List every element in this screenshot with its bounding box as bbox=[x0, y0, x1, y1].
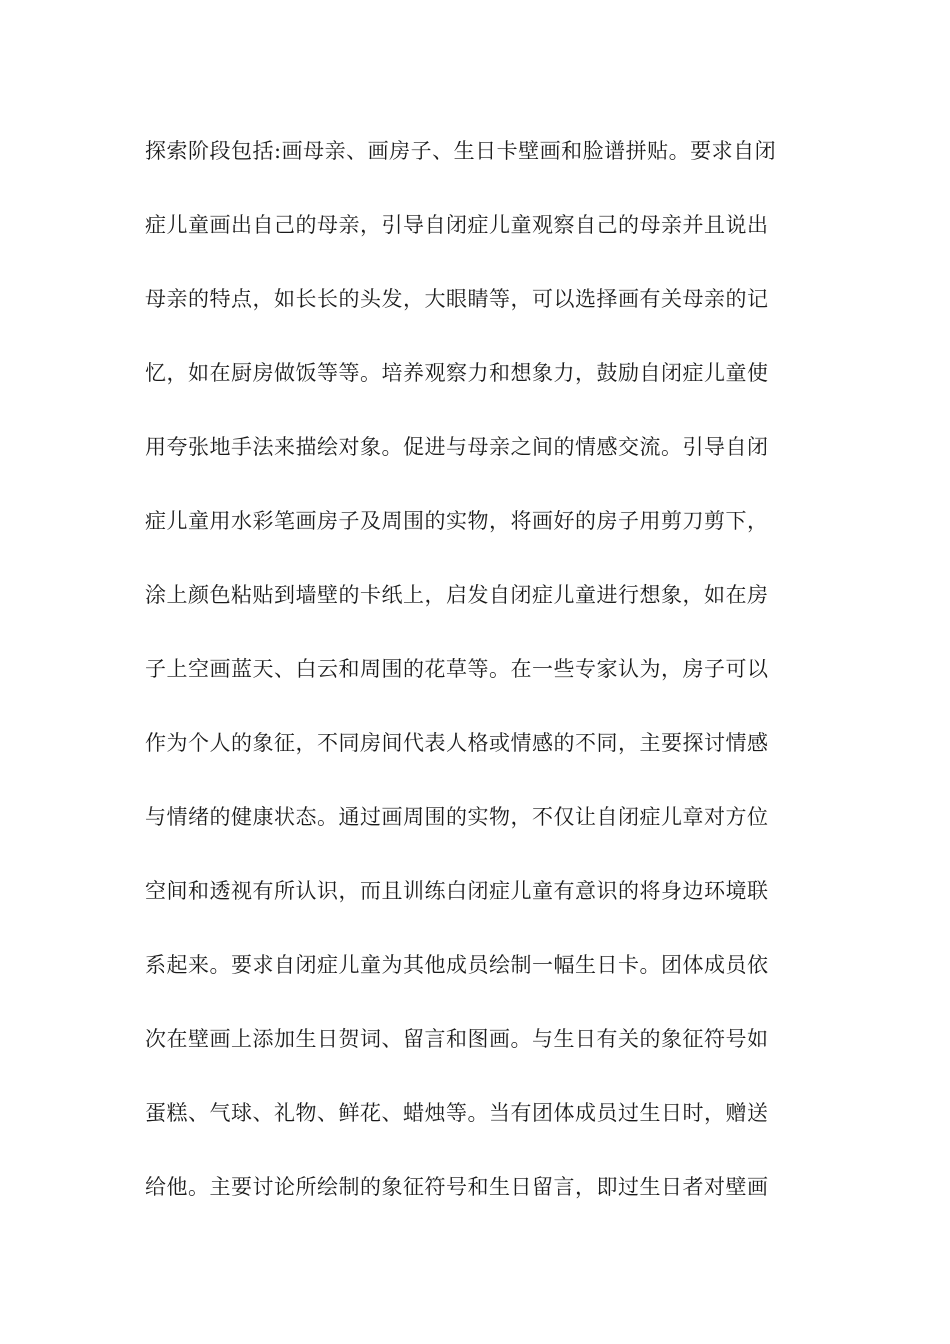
text-line-8: 子上空画蓝天、白云和周围的花草等。在一些专家认为，房子可以 bbox=[145, 657, 769, 681]
text-line-1: 探索阶段包括:画母亲、画房子、生日卡壁画和脸谱拼贴。要求自闭 bbox=[145, 139, 777, 163]
text-line-5: 用夸张地手法来描绘对象。促进与母亲之间的情感交流。引导自闭 bbox=[145, 435, 769, 459]
text-line-13: 次在壁画上添加生日贺词、留言和图画。与生日有关的象征符号如 bbox=[145, 1027, 769, 1051]
body-paragraph bbox=[145, 127, 805, 1237]
text-line-2: 症儿童画出自己的母亲，引导自闭症儿童观察自己的母亲并且说出 bbox=[145, 213, 769, 237]
text-line-6: 症儿童用水彩笔画房子及周围的实物，将画好的房子用剪刀剪下， bbox=[145, 509, 769, 533]
text-line-11: 空间和透视有所认识，而且训练白闭症儿童有意识的将身边环境联 bbox=[145, 879, 769, 903]
text-line-14: 蛋糕、气球、礼物、鲜花、蜡烛等。当有团体成员过生日时，赠送 bbox=[145, 1101, 769, 1125]
text-line-7: 涂上颜色粘贴到墙壁的卡纸上，启发自闭症儿童进行想象，如在房 bbox=[145, 583, 769, 607]
text-line-10: 与情绪的健康状态。通过画周围的实物，不仅让自闭症儿章对方位 bbox=[145, 805, 769, 829]
text-line-15: 给他。主要讨论所绘制的象征符号和生日留言，即过生日者对壁画 bbox=[145, 1175, 769, 1199]
text-line-4: 忆，如在厨房做饭等等。培养观察力和想象力，鼓励自闭症儿童使 bbox=[145, 361, 769, 385]
text-line-12: 系起来。要求自闭症儿童为其他成员绘制一幅生日卡。团体成员依 bbox=[145, 953, 769, 977]
text-line-9: 作为个人的象征，不同房间代表人格或情感的不同，主要探讨情感 bbox=[145, 731, 769, 755]
text-line-3: 母亲的特点，如长长的头发，大眼睛等，可以选择画有关母亲的记 bbox=[145, 287, 769, 311]
